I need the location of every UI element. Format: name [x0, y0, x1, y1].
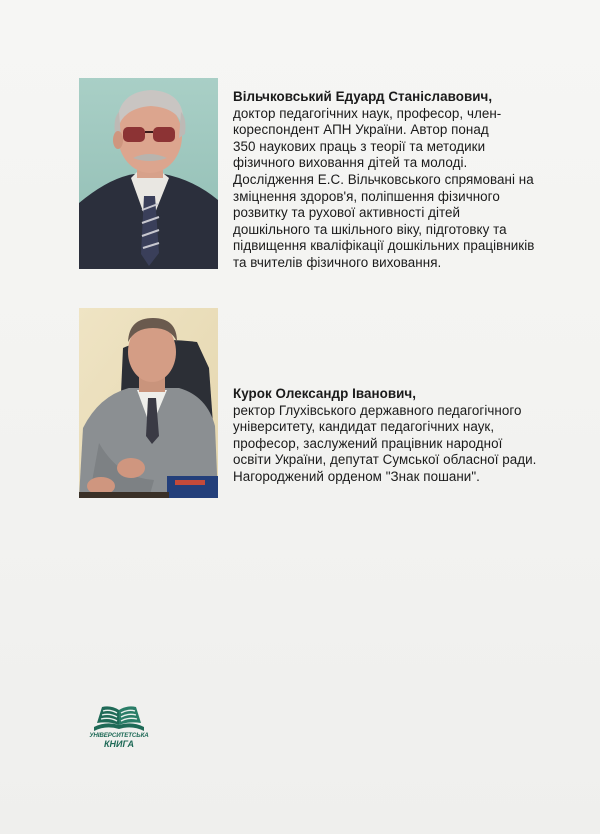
publisher-name-line1: УНІВЕРСИТЕТСЬКА	[89, 732, 149, 739]
bio-line: 350 наукових праць з теорії та методики	[233, 138, 486, 154]
bio-line: університету, кандидат педагогічних наук,	[233, 419, 495, 435]
author-name: Курок Олександр Іванович,	[233, 386, 417, 401]
bio-line: ректор Глухівського державного педагогічного	[233, 402, 522, 418]
author-photo-vilchkovsky	[79, 78, 218, 269]
author-bio-kurok	[233, 386, 593, 486]
author-bio-vilchkovsky	[233, 89, 593, 272]
bio-line: фізичного виховання дітей та молоді.	[233, 155, 468, 171]
publisher-logo	[88, 703, 150, 749]
bio-line: кореспондент АПН України. Автор понад	[233, 122, 489, 138]
open-book-icon	[88, 703, 150, 733]
bio-line: освіти України, депутат Сумської обласної ради.	[233, 452, 537, 468]
author-name: Вільчковський Едуард Станіславович,	[233, 89, 493, 104]
bio-line: розвитку та рухової активності дітей	[233, 205, 461, 221]
bio-line: Нагороджений орденом "Знак пошани".	[233, 468, 480, 484]
bio-line: професор, заслужений працівник народної	[233, 435, 503, 451]
bio-line: та вчителів фізичного виховання.	[233, 254, 442, 270]
bio-line: зміцнення здоров'я, поліпшення фізичного	[233, 188, 500, 204]
author-photo-kurok	[79, 308, 218, 498]
bio-line: доктор педагогічних наук, професор, член-	[233, 105, 502, 121]
bio-line: дошкільного та шкільного віку, підготовку та	[233, 221, 507, 237]
publisher-name-line2: КНИГА	[103, 739, 135, 749]
bio-line: Дослідження Е.С. Вільчковського спрямовані на	[233, 171, 534, 187]
bio-line: підвищення кваліфікації дошкільних працівників	[233, 238, 535, 254]
